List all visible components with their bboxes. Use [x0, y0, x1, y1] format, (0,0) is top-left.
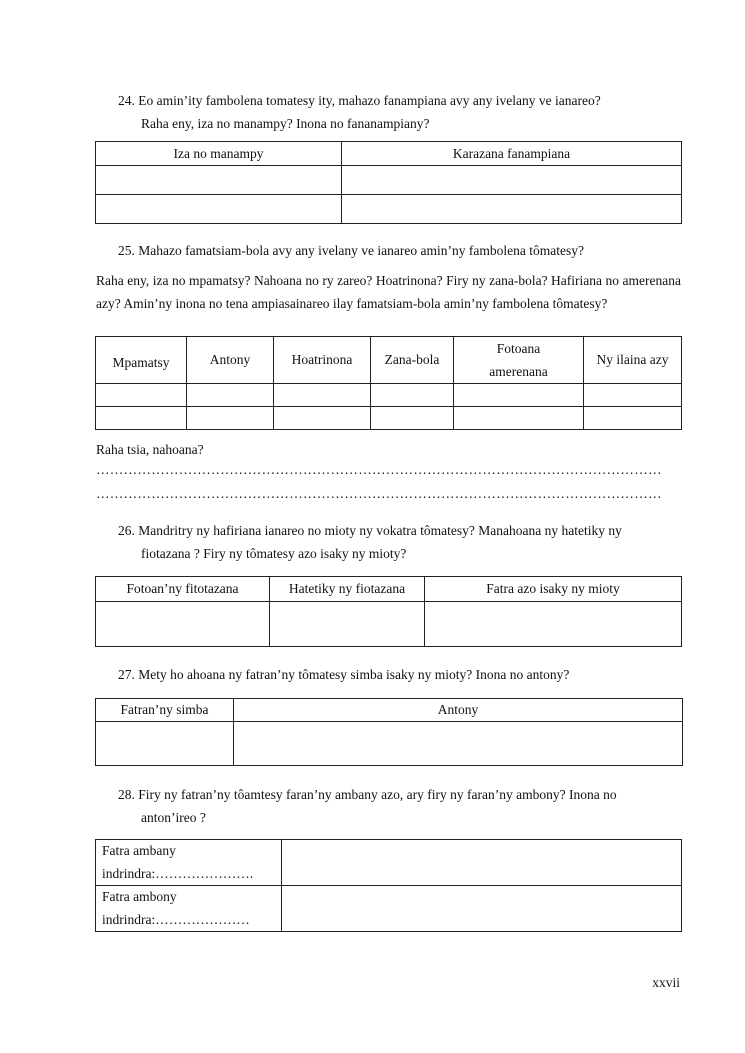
- label-fatra-ambany: [96, 840, 282, 886]
- label-fatra-ambany-line2: indrindra:………………….: [102, 865, 254, 881]
- table-cell[interactable]: [187, 384, 274, 407]
- header-ny-ilaina-azy: Ny ilaina azy: [584, 337, 682, 384]
- table-cell[interactable]: [584, 407, 682, 430]
- table-q24: [95, 141, 682, 224]
- header-antony: Antony: [187, 337, 274, 384]
- table-cell[interactable]: [270, 602, 425, 647]
- table-cell[interactable]: [342, 166, 682, 195]
- table-cell[interactable]: [96, 166, 342, 195]
- table-cell[interactable]: [187, 407, 274, 430]
- question-25: 25. Mahazo famatsiam-bola avy any ivelany ve ianareo amin’ny fambolena tômatesy?: [118, 243, 584, 258]
- header-fatra-azo-isaky-ny-mioty: Fatra azo isaky ny mioty: [425, 577, 682, 602]
- table-cell[interactable]: [454, 384, 584, 407]
- raha-tsia-label: Raha tsia, nahoana?: [96, 442, 204, 457]
- table-cell[interactable]: [96, 384, 187, 407]
- answer-line-1[interactable]: ……………………………………………………………………………………………………………: [96, 462, 662, 477]
- question-28: 28. Firy ny fatran’ny tôamtesy faran’ny ambany azo, ary firy ny faran’ny ambony? Inona no: [118, 787, 617, 802]
- header-fatran-ny-simba: Fatran’ny simba: [96, 699, 234, 722]
- table-cell[interactable]: [96, 602, 270, 647]
- header-hoatrinona: Hoatrinona: [274, 337, 371, 384]
- header-karazana-fanampiana: Karazana fanampiana: [342, 142, 682, 166]
- table-cell[interactable]: [371, 384, 454, 407]
- question-27: 27. Mety ho ahoana ny fatran’ny tômatesy simba isaky ny mioty? Inona no antony?: [118, 667, 570, 682]
- table-q25: [95, 336, 682, 430]
- label-fatra-ambony: [96, 886, 282, 932]
- table-cell[interactable]: [274, 407, 371, 430]
- answer-line-2[interactable]: ……………………………………………………………………………………………………………: [96, 486, 662, 501]
- table-q28: [95, 839, 682, 932]
- table-cell[interactable]: [425, 602, 682, 647]
- question-25-paragraph: Raha eny, iza no mpamatsy? Nahoana no ry zareo? Hoatrinona? Firy ny zana-bola? Hafiriana no amerenana azy? Amin’ny inona no tena ampiasainareo ilay famatsiam-bola amin’ny fambolena tômatesy?: [96, 273, 681, 311]
- question-24-line2: Raha eny, iza no manampy? Inona no fananampiany?: [141, 116, 430, 131]
- question-26-line2: fiotazana ? Firy ny tômatesy azo isaky ny mioty?: [141, 546, 407, 561]
- table-cell[interactable]: [342, 195, 682, 224]
- header-hatetiky-ny-fiotazana: Hatetiky ny fiotazana: [270, 577, 425, 602]
- header-fotoana-amerenana: Fotoana amerenana: [454, 337, 584, 384]
- table-q26: [95, 576, 682, 647]
- table-cell[interactable]: [454, 407, 584, 430]
- table-q27: [95, 698, 683, 766]
- question-26: 26. Mandritry ny hafiriana ianareo no mioty ny vokatra tômatesy? Manahoana ny hatetiky ny: [118, 523, 622, 538]
- header-mpamatsy: Mpamatsy: [96, 337, 187, 384]
- value-fatra-ambony[interactable]: [282, 886, 682, 932]
- label-fatra-ambony-line2: indrindra:…………………: [102, 911, 250, 927]
- header-antony: Antony: [234, 699, 683, 722]
- table-cell[interactable]: [371, 407, 454, 430]
- page-number: xxvii: [652, 975, 680, 990]
- header-iza-no-manampy: Iza no manampy: [96, 142, 342, 166]
- table-cell[interactable]: [96, 407, 187, 430]
- table-cell[interactable]: [234, 722, 683, 766]
- question-24: 24. Eo amin’ity fambolena tomatesy ity, mahazo fanampiana avy any ivelany ve ianareo?: [118, 93, 601, 108]
- table-cell[interactable]: [274, 384, 371, 407]
- table-cell[interactable]: [96, 722, 234, 766]
- label-fatra-ambony-line1: Fatra ambony: [102, 889, 177, 904]
- header-zana-bola: Zana-bola: [371, 337, 454, 384]
- label-fatra-ambany-line1: Fatra ambany: [102, 843, 176, 858]
- header-fotoan-ny-fitotazana: Fotoan’ny fitotazana: [96, 577, 270, 602]
- question-28-line2: anton’ireo ?: [141, 810, 206, 825]
- table-cell[interactable]: [584, 384, 682, 407]
- table-cell[interactable]: [96, 195, 342, 224]
- value-fatra-ambany[interactable]: [282, 840, 682, 886]
